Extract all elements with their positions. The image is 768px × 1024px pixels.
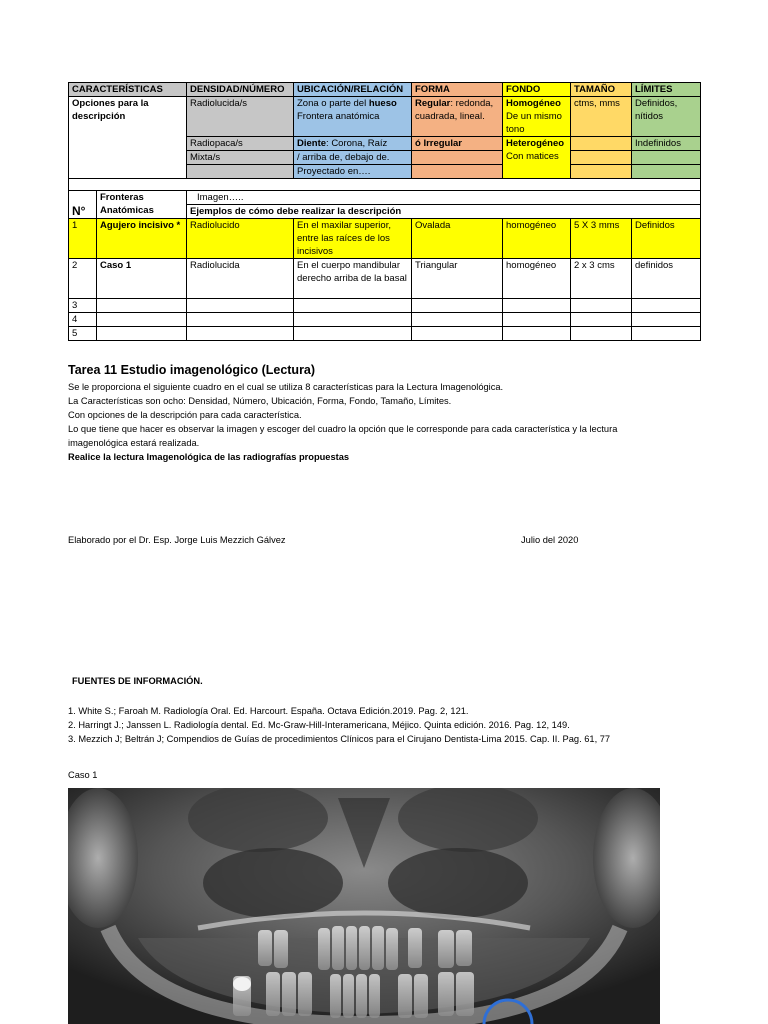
- row-fondo: homogéneo: [503, 259, 571, 299]
- spacer-cell: [69, 179, 701, 191]
- table-row: [69, 313, 701, 327]
- header-tamano: TAMAÑO: [571, 83, 632, 97]
- header-caracteristicas: CARACTERÍSTICAS: [69, 83, 187, 97]
- tamano-option: ctms, mms: [571, 97, 632, 137]
- radiograph-image: [68, 788, 660, 1024]
- ejemplos-label: Ejemplos de cómo debe realizar la descripción: [187, 205, 701, 219]
- ubicacion-option-diente: Diente: Corona, Raíz: [294, 137, 412, 151]
- row-limites: definidos: [632, 259, 701, 299]
- task-title: Tarea 11 Estudio imagenológico (Lectura): [68, 363, 316, 377]
- row-number: 3: [69, 299, 97, 313]
- imagen-row: [69, 191, 701, 205]
- forma-option-regular: Regular: redonda, cuadrada, lineal.: [412, 97, 503, 137]
- row-tamano: 5 X 3 mms: [571, 219, 632, 259]
- header-ubicacion: UBICACIÓN/RELACIÓN: [294, 83, 412, 97]
- row-fondo: homogéneo: [503, 219, 571, 259]
- author-date: Julio del 2020: [521, 535, 579, 545]
- tamano-empty-1: [571, 137, 632, 151]
- spacer-row: [69, 179, 701, 191]
- table-header-row: [69, 83, 701, 97]
- sources-title: FUENTES DE INFORMACIÓN.: [72, 676, 203, 686]
- fondo-option-heterogeneo: Heterogéneo Con matices: [503, 137, 571, 179]
- densidad-option-3: Mixta/s: [187, 151, 294, 165]
- header-forma: FORMA: [412, 83, 503, 97]
- row-number: 1: [69, 219, 97, 259]
- author-line: Elaborado por el Dr. Esp. Jorge Luis Mezzich Gálvez: [68, 535, 286, 545]
- row-densidad: Radiolucido: [187, 219, 294, 259]
- limites-empty-2: [632, 165, 701, 179]
- options-label: Opciones para la descripción: [69, 97, 187, 179]
- tamano-empty-3: [571, 165, 632, 179]
- ubicacion-option-proyectado: Proyectado en….: [294, 165, 412, 179]
- table-row: [69, 219, 701, 259]
- task-description: [68, 380, 708, 464]
- fondo-option-homogeneo: Homogéneo De un mismo tono: [503, 97, 571, 137]
- sources-list: [68, 704, 610, 746]
- header-densidad: DENSIDAD/NÚMERO: [187, 83, 294, 97]
- nro-header: N°: [69, 191, 97, 219]
- forma-option-irregular: ó Irregular: [412, 137, 503, 151]
- row-number: 4: [69, 313, 97, 327]
- row-ubicacion: En el cuerpo mandibular derecho arriba de la basal: [294, 259, 412, 299]
- table-row: [69, 327, 701, 341]
- task-line: La Características son ocho: Densidad, Número, Ubicación, Forma, Fondo, Tamaño, Límites.: [68, 396, 452, 406]
- ubicacion-option-hueso: Zona o parte del hueso Frontera anatómica: [294, 97, 412, 137]
- task-line: Lo que tiene que hacer es observar la imagen y escoger del cuadro la opción que le corresponde para cada característica y la lectura: [68, 424, 618, 434]
- case-label: Caso 1: [68, 770, 98, 780]
- forma-empty-1: [412, 151, 503, 165]
- header-limites: LÍMITES: [632, 83, 701, 97]
- fronteras-header: Fronteras Anatómicas: [97, 191, 187, 219]
- table-row: [69, 299, 701, 313]
- task-line: imagenológica estará realizada.: [68, 438, 200, 448]
- limites-empty-1: [632, 151, 701, 165]
- limites-option-definidos: Definidos, nítidos: [632, 97, 701, 137]
- task-line: Se le proporciona el siguiente cuadro en el cual se utiliza 8 características para la Lectura Imagenológica.: [68, 382, 504, 392]
- row-number: 5: [69, 327, 97, 341]
- row-name: Caso 1: [97, 259, 187, 299]
- row-forma: Triangular: [412, 259, 503, 299]
- densidad-option-1: Radiolucida/s: [187, 97, 294, 137]
- row-forma: Ovalada: [412, 219, 503, 259]
- source-item: 3. Mezzich J; Beltrán J; Compendios de Guías de procedimientos Clínicos para el Cirujano Dentista-Lima 2015. Cap. II. Pag. 61, 77: [68, 734, 611, 744]
- options-row-1: [69, 97, 701, 137]
- row-tamano: 2 x 3 cms: [571, 259, 632, 299]
- row-number: 2: [69, 259, 97, 299]
- row-limites: Definidos: [632, 219, 701, 259]
- tamano-empty-2: [571, 151, 632, 165]
- densidad-empty-1: [187, 165, 294, 179]
- source-item: 2. Harringt J.; Janssen L. Radiología dental. Ed. Mc-Graw-Hill-Interamericana, Méjico. Quinta edición. 2016. Pag. 12, 149.: [68, 720, 570, 730]
- task-instruction: Realice la lectura Imagenológica de las radiografías propuestas: [68, 452, 350, 462]
- forma-empty-2: [412, 165, 503, 179]
- imagen-label: Imagen…..: [187, 191, 701, 205]
- characteristics-table: [68, 82, 701, 341]
- source-item: 1. White S.; Faroah M. Radiología Oral. Ed. Harcourt. España. Octava Edición.2019. Pag. 2, 121.: [68, 706, 469, 716]
- ubicacion-option-relacion: / arriba de, debajo de.: [294, 151, 412, 165]
- table-row: [69, 259, 701, 299]
- task-line: Con opciones de la descripción para cada característica.: [68, 410, 302, 420]
- row-name: Agujero incisivo *: [97, 219, 187, 259]
- row-ubicacion: En el maxilar superior, entre las raíces de los incisivos: [294, 219, 412, 259]
- panoramic-radiograph: [68, 788, 660, 1024]
- limites-option-indefinidos: Indefinidos: [632, 137, 701, 151]
- row-densidad: Radiolucida: [187, 259, 294, 299]
- densidad-option-2: Radiopaca/s: [187, 137, 294, 151]
- header-fondo: FONDO: [503, 83, 571, 97]
